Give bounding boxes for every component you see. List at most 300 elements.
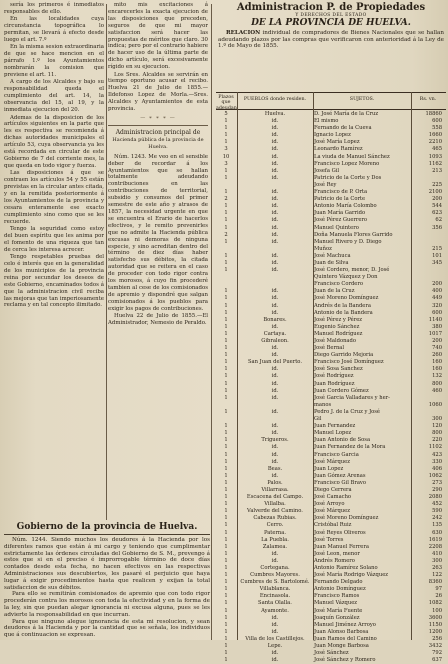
amount-cell: 1093 [428,153,442,160]
table-row [216,154,446,161]
pueblo-cell: Cerro. [266,522,284,529]
amount-cell: 18860 [425,111,442,117]
admin-hacienda-heading: Administracion principal de [115,128,201,136]
pueblo-cell: id. [271,650,279,657]
plazos-cell: 1 [224,267,228,274]
amount-cell: 300 [432,416,442,423]
pueblo-cell: Palos. [267,479,283,486]
pueblo-cell: id. [271,167,279,174]
pueblo-cell: id. [271,125,279,132]
paragraph: Para que ninguno alegue ignorancia de esta mi resolucion, y sean deudores á la Hacienda y por la cantidad que se señala, los individuos que á continuacion se expresan. [4,618,210,639]
sujeto-cell: Manuel Jiménez Arroyo [314,621,376,628]
plazos-cell: 1 [224,522,228,529]
paragraph: mito mis excitaciones á encarecerles la exacta ejecucion de las disposiciones que preceden, seguros de que mi mayor satisfaccion será hacer las propuestas de méritos que claro. 30 indica; pero por el contrario habiere de hacer uso de la última parte de dicho artículo, será excesivamente rígido en su ejecucion. [108,2,208,71]
amount-cell: 160 [432,366,442,373]
table-row [216,452,446,459]
amount-cell: 120 [432,423,442,430]
plazos-cell: 1 [224,572,228,579]
plazos-cell: 1 [224,295,228,302]
amount-cell: 423 [432,451,442,458]
amount-cell: 62 [435,217,442,224]
sujeto-cell: José Camacho [314,494,352,501]
sujeto-cell: Juan Cordero Gómez [314,387,369,394]
sujeto-cell: José Márquez [314,458,350,465]
amount-cell: 452 [432,501,442,508]
pueblo-cell: Bonares. [263,316,287,323]
sujeto-cell: manos [314,401,332,408]
table-row [216,395,446,402]
relacion-label: RELACION [226,30,261,36]
sujeto-cell: Ignacio Lopez [314,132,351,139]
plazos-cell: 3 [224,146,228,153]
amount-cell: 800 [432,430,442,437]
amount-cell: 1150 [428,621,442,628]
table-row [216,530,446,537]
sujeto-cell: Fernando de la Cueva [314,125,372,132]
table-row [216,522,446,529]
pueblo-cell: id. [271,366,279,373]
sujeto-cell: Antonio de la Bandera [314,309,373,316]
plazos-cell: 10 [222,153,230,160]
sujeto-cell: Francisco Garcia [314,451,359,458]
pueblo-cell: id. [271,132,279,139]
amount-cell: 26 [435,593,442,600]
sujeto-cell: Francisco de P. Orta [314,189,368,196]
sujeto-cell: Andrés de la Bandera [314,302,371,309]
plazos-cell: 1 [224,515,228,522]
table-row [216,466,446,473]
sujeto-cell: Joaquín González [314,614,360,621]
pueblo-cell: La Puebla. [261,536,289,543]
amount-cell: 544 [432,203,442,210]
table-row [216,324,446,331]
amount-cell: 1200 [428,628,442,635]
table-row [216,459,446,466]
amount-cell: 3600 [428,614,442,621]
sujeto-cell: Diego Garrido Mejoria [314,352,374,359]
sujeto-cell: Juan Fernandez [314,423,356,430]
amount-cell: 256 [432,635,442,642]
sujeto-cell: Eugenio Sánchez [314,323,360,330]
sujeto-cell: José Rey [314,181,337,188]
amount-cell: 465 [432,146,442,153]
gobierno-text [4,537,210,640]
section-separator [108,125,208,126]
plazos-cell: 1 [224,210,228,217]
paragraph: Ademas de la disposicion de los artículos siguientes en la parte que les es respectiva se recomienda á dichas autoridades municipales el artículo 53, cuya observancia ya les está recordada en circular de este Gobierno de 7 del corriente mes, la que queda en todo vigor y fuerza. [4,114,104,169]
pueblo-cell: id. [271,345,279,352]
plazos-cell: 1 [224,529,228,536]
plazos-cell: 1 [224,189,228,196]
pueblo-cell: id. [271,217,279,224]
amount-cell: 345 [432,259,442,266]
amount-cell: 320 [432,302,442,309]
sujeto-cell: José Pérez Guerrero [314,217,368,224]
sujeto-cell: Pedro J. de la Cruz y José [314,408,380,415]
plazos-cell: 1 [224,501,228,508]
sujeto-cell: Manuel Vázquez [314,600,358,607]
amount-cell: 160 [432,359,442,366]
amount-cell: 2100 [428,189,442,196]
amount-cell: 1140 [428,316,442,323]
plazos-cell: 1 [224,635,228,642]
pueblo-cell: id. [271,430,279,437]
table-row [216,225,446,232]
amount-cell: 263 [432,565,442,571]
plazos-cell: 1 [224,238,228,245]
paragraph: En las localidades cuya circunstancia topográfica lo permitan, se llevará á efecto desde luego el art. 7.º [4,16,104,44]
sujeto-cell: José María Rodrigo Vázquez [314,572,389,579]
amount-cell: 590 [432,508,442,515]
amount-cell: 122 [432,572,442,579]
sujeto-cell: Manuel Rodríguez [314,330,363,337]
sujeto-cell: Juan Gómez Arenas [314,472,366,479]
plazos-cell: 1 [224,316,228,323]
plazos-cell: 1 [224,621,228,628]
plazos-cell: 1 [224,252,228,259]
paragraph: Tengo la seguridad como estoy del buen espíritu que les anima por el fomento de una riqueza que tan de cerca les interesa acrecer. [4,226,104,253]
sujeto-cell: Juan Fernandez de la Mora [314,444,386,451]
sujeto-cell: Antonio María Colombo [314,203,377,210]
pueblo-cell: id. [271,387,279,394]
pueblo-cell: id. [271,224,279,231]
propiedades-heading: Administracion P. de Propiedades [236,2,426,13]
pueblo-cell: id. [271,118,279,125]
table-row [216,608,446,615]
pueblo-cell: id. [271,444,279,451]
plazos-cell: 1 [224,650,228,657]
pueblo-cell: id. [271,196,279,203]
table-row [216,437,446,444]
pueblo-cell: id. [271,174,279,181]
table-row [216,331,446,338]
amount-cell: 1660 [428,132,442,139]
pueblo-cell: id. [271,210,279,217]
pueblo-cell: id. [271,352,279,359]
sujeto-cell: José Bernal [314,345,345,352]
pueblo-cell: id. [271,259,279,266]
plazos-cell: 1 [224,394,228,401]
sujeto-cell: Juan María Garrido [314,210,366,217]
amount-cell: 740 [432,345,442,352]
plazos-cell: 1 [224,132,228,139]
pueblo-cell: id. [271,295,279,302]
pueblo-cell: id. [271,302,279,309]
sujeto-cell: Francisco Gil Bravo [314,479,366,486]
pueblo-cell: Cumbres de S. Bartolomé. [240,579,310,586]
table-row [216,295,446,302]
amount-cell: 630 [432,529,442,536]
paragraph: A cargo de los Alcaldes y bajo su responsabilidad queda el cumplimiento del art. 14, la observancia del 15, al 19, y la inmediata ejecucion del 20. [4,79,104,114]
amount-cell: 242 [432,515,442,522]
plazos-cell: 1 [224,359,228,366]
column-divider [106,4,107,520]
plazos-cell: 1 [224,408,228,415]
amount-cell: 100 [432,607,442,614]
sujeto-cell: Francisco Lopez Moreno [314,160,380,167]
paragraph: Núm. 1244. Siendo muchos los deudores á la Hacienda por los diferentes ramos que están á mi cargo y teniendo que cumplimentar estrictamente las órdenes circuladas del Gobierno de S. M., prevengo á estos que si en el preciso é improrrogable término de doce días contados desde esta fecha, no hacen efectivos en las respectivas Administraciones sus descubiertos, les pasaré el perjuicio que haya lugar á exigir procedimientos hasta que realicen y exijan la total satisfaccion de sus débitos. [4,537,210,591]
pueblo-cell: Cortegana. [260,565,290,571]
pueblo-cell: Villablanca. [259,586,291,593]
sujeto-cell: Doña Manuela Flores Garrido [314,231,393,238]
pueblo-cell: Villa de los Castillejos. [245,635,305,642]
amount-cell: 1017 [428,330,442,337]
pueblo-cell: id. [271,373,279,380]
pueblo-cell: id. [271,408,279,415]
paragraph: Los Sres. Alcaldes se servirán en tiempo oportuno acusar el recibo. Huelva 21 de Julio de 1855.—Ildefonso Lopez de Morla.—Sres. Alcaldes y Ayuntamientos de esta provincia. [108,71,208,113]
table-row [216,636,446,643]
table-row [216,303,446,310]
table-row [216,388,446,395]
amount-cell: 1102 [428,444,442,451]
amount-cell: 1060 [428,401,442,408]
amount-cell: 273 [432,479,442,486]
plazos-cell: 1 [224,380,228,387]
pueblo-cell: Zalamea. [262,543,288,550]
plazos-cell: 1 [224,167,228,174]
table-row [216,182,446,189]
amount-cell: 8360 [428,579,442,586]
sujeto-cell: José Cordero, menor, D. José [314,267,390,274]
pueblo-cell: id. [271,203,279,210]
amount-cell: 1082 [428,600,442,607]
amount-cell: 623 [432,210,442,217]
pueblo-cell: id. [271,557,279,564]
plazos-cell: 3 [224,160,228,167]
header-pueblos: PUEBLOS donde residen. [243,97,307,102]
amount-cell: 449 [432,295,442,302]
plazos-cell: 1 [224,543,228,550]
pueblo-cell: Gibraleon. [261,338,289,344]
sujeto-cell: El mismo [314,118,339,125]
sujeto-cell: José Márquez [314,508,350,515]
propiedades-subheading: Y DERECHOS DEL ESTADO [295,13,367,18]
amount-cell: 330 [432,458,442,465]
plazos-cell: 1 [224,614,228,621]
sujeto-cell: Juan Lopez [314,465,344,472]
sujeto-cell: Gil [314,416,322,423]
sujeto-cell: Muñoz [314,245,332,252]
pueblo-cell: San Juan del Puerto. [248,359,302,366]
pueblo-cell: id. [271,146,279,153]
pueblo-cell: Villalba. [264,501,286,508]
pueblo-cell: id. [271,267,279,274]
amount-cell: 410 [432,550,442,557]
paragraph: sería los primeros é inmediatos responsables de ello. [4,2,104,15]
header-sujetos: SUJETOS. [349,97,375,102]
paragraph: Núm. 1243. Me veo en el sensible deber de recordar á los Ayuntamientos que se hallan totalmente adeudando contribuciones en las contribuciones de territorial, subsidio y consumos del primer semestre de este año y atrasos de 1857, la necesidad urgente en que se encuentra el Erario de hacerlos efectivos, y le remito prevenirles que no admite la Hacienda pública excusas ni demoras de ninguna especie, y sino acreditan dentro del término de diez días haber satisfecho sus débitos, la citada autoridad que se reitera en el caso de proceder con todo rigor contra los morosos, á cuyo fin procederé tambien al cese de los comisionados de apremio y dispondré que salgan comisionados á los pueblos para exigir los pagos de contribuciones. [108,153,208,312]
sujeto-cell: José María Fuente [314,607,363,614]
amount-cell: 260 [432,352,442,359]
plazos-cell: 1 [224,338,228,344]
amount-cell: 1162 [428,160,442,167]
table-row [216,381,446,388]
amount-cell: 400 [432,288,442,295]
pueblo-cell: Encinasola. [259,593,291,600]
sujeto-cell: Juan Rodríguez [314,380,355,387]
pueblo-cell: id. [271,458,279,465]
amount-cell: 3432 [428,643,442,650]
table-row [216,253,446,260]
plazos-cell: 1 [224,118,228,125]
sujeto-cell: Manuel Quintero [314,224,359,231]
pueblo-cell: id. [271,153,279,160]
plazos-cell: 2 [224,196,228,203]
sujeto-cell: Patricio de la Corte y Dos [314,174,382,181]
sujeto-cell: Cristóbal Ruiz [314,522,352,529]
plazos-cell: 1 [224,437,228,444]
amount-cell: 2208 [428,543,442,550]
plazos-cell: 1 [224,203,228,210]
table-row [216,409,446,416]
sujeto-cell: Diego Cerrera [314,486,352,493]
table-row [216,345,446,352]
table-row [216,281,446,288]
table-row [216,125,446,132]
plazos-cell: 1 [224,352,228,359]
sujeto-cell: Juan Alonso Barbosa [314,628,369,635]
plazos-cell: 1 [224,600,228,607]
plazos-cell: 1 [224,430,228,437]
sujeto-cell: Patricio de la Corte [314,196,366,203]
pueblo-cell: id. [271,288,279,295]
column-2 [108,2,208,522]
pueblo-cell: Huelva. [264,111,286,117]
pueblo-cell: Trigueros. [261,437,289,444]
amount-cell: 135 [432,522,442,529]
amount-cell: 200 [432,338,442,344]
table-row [216,373,446,380]
plazos-cell: 1 [224,494,228,501]
sujeto-cell: José Sosa Sanchez [314,366,363,373]
amount-cell: 2080 [428,494,442,501]
table-row [216,118,446,125]
pueblo-cell: id. [271,380,279,387]
plazos-cell: 1 [224,125,228,132]
plazos-cell: 5 [224,111,228,117]
plazos-cell: 1 [224,217,228,224]
table-row [216,423,446,430]
plazos-cell: 1 [224,593,228,600]
table-row [216,586,446,593]
gobierno-title: Gobierno de la provincia de Huelva. [16,522,198,532]
table-row [216,274,446,281]
pueblo-cell: id. [271,160,279,167]
plazos-cell: 1 [224,557,228,564]
plazos-cell: 1 [224,373,228,380]
sujeto-cell: Juan de la Cruz [314,288,355,295]
amount-cell: 132 [432,373,442,380]
table-row [216,310,446,317]
table-row [216,544,446,551]
table-row [216,217,446,224]
sujeto-cell: Antonio Domínguez [314,586,366,593]
plazos-cell: 1 [224,657,228,664]
pueblo-cell: Cartaya. [263,330,287,337]
sujeto-cell: José Pérez y Pérez [314,316,363,323]
pueblo-cell: Valverde del Camino. [247,508,303,515]
plazos-cell: 1 [224,139,228,146]
pueblo-cell: Beas. [267,465,283,472]
plazos-cell: 1 [224,174,228,181]
header-plazos: Plazos que adeudan. [216,95,239,111]
table-row [216,111,446,118]
amount-cell: 637 [432,657,442,664]
table-row [216,189,446,196]
propiedades-section [216,0,446,664]
sujeto-cell: Andrés Romero [314,557,355,564]
relacion-text: individual de compradores de Bienes Nacionales que se hallan adeudando plazos por las compras que verificaron con anterioridad á la Ley de 1.º de Mayo de 1855. [218,30,444,50]
plazos-cell: 1 [224,444,228,451]
sujeto-cell: Quintero Vázquez y Don [314,274,378,281]
sujeto-cell: Manuel Lopez [314,430,352,437]
plazos-cell: 1 [224,465,228,472]
plazos-cell: 1 [224,536,228,543]
table-row [216,537,446,544]
table-row [216,239,446,246]
paragraph: Tengo respetables pruebas del celo é interés que en la generalidad de los municipios de la provincia reina por secundar los deseos de este Gobierno, encaminados todos á que la administracion civil reciba las mejoras que tan imperiosamente reclama y en tal concepto ilimitado. [4,254,104,309]
table-row [216,444,446,451]
plazos-cell: 2 [224,231,228,238]
sujeto-cell: José Sánchez [314,650,349,657]
sujeto-cell: José María Lopez [314,139,360,146]
table-body [216,111,446,664]
amount-cell: 101 [432,252,442,259]
amount-cell: 1062 [428,472,442,479]
plazos-cell: 1 [224,451,228,458]
table-row [216,232,446,239]
plazos-cell: 1 [224,387,228,394]
table-row [216,246,446,253]
amount-cell: 200 [432,196,442,203]
sujeto-cell: Juan de Silva [314,259,349,266]
amount-cell: 460 [432,387,442,394]
plazos-cell: 1 [224,586,228,593]
pueblo-cell: Escacena del Campo. [246,494,304,501]
paragraph: Para ello se remitirán comisionados de apremio que con todo rigor procederán contra los morosos con toda la efectividad y en la forma de la ley, sin que puedan alegar ignorancia ni excusa alguna, pues se les advierte la responsabilidad en que incurran. [4,591,210,618]
sujeto-cell: José Machuca [314,252,351,259]
table-row [216,168,446,175]
sujeto-cell: Manuel Rivero y D. Diego [314,238,382,245]
pueblo-cell: Cabezas Rubias. [253,515,297,522]
pueblo-cell: id. [271,309,279,316]
amount-cell: 792 [432,650,442,657]
table-row [216,551,446,558]
ornament-divider: — ∗ ∗ ∗ — [140,115,176,121]
plazos-cell: 1 [224,486,228,493]
sujeto-cell: José Rodríguez [314,373,354,380]
table-row [216,480,446,487]
sujeto-cell: D. José María de la Cruz [314,111,379,117]
sujeto-cell: José Torres [314,536,344,543]
table-row [216,146,446,153]
sujeto-cell: Antonio Ramírez Solano [314,565,378,571]
pueblo-cell: id. [271,628,279,635]
table-row [216,558,446,565]
sujeto-cell: Francisco Cordero [314,281,363,288]
plazos-cell: 1 [224,330,228,337]
amount-cell: 290 [432,486,442,493]
sujeto-cell: Francisco Ramos [314,593,360,600]
sujeto-cell: La viuda de Manuel Sánchez [314,153,390,160]
admin-hacienda-subheading: Hacienda pública de la provincia de Huelva. [112,136,204,150]
plazos-cell: 1 [224,309,228,316]
plazos-cell: 1 [224,508,228,515]
table-row [216,600,446,607]
amount-cell: 200 [432,281,442,288]
pueblo-cell: id. [271,323,279,330]
pueblo-cell: Ayamonte. [261,607,289,614]
